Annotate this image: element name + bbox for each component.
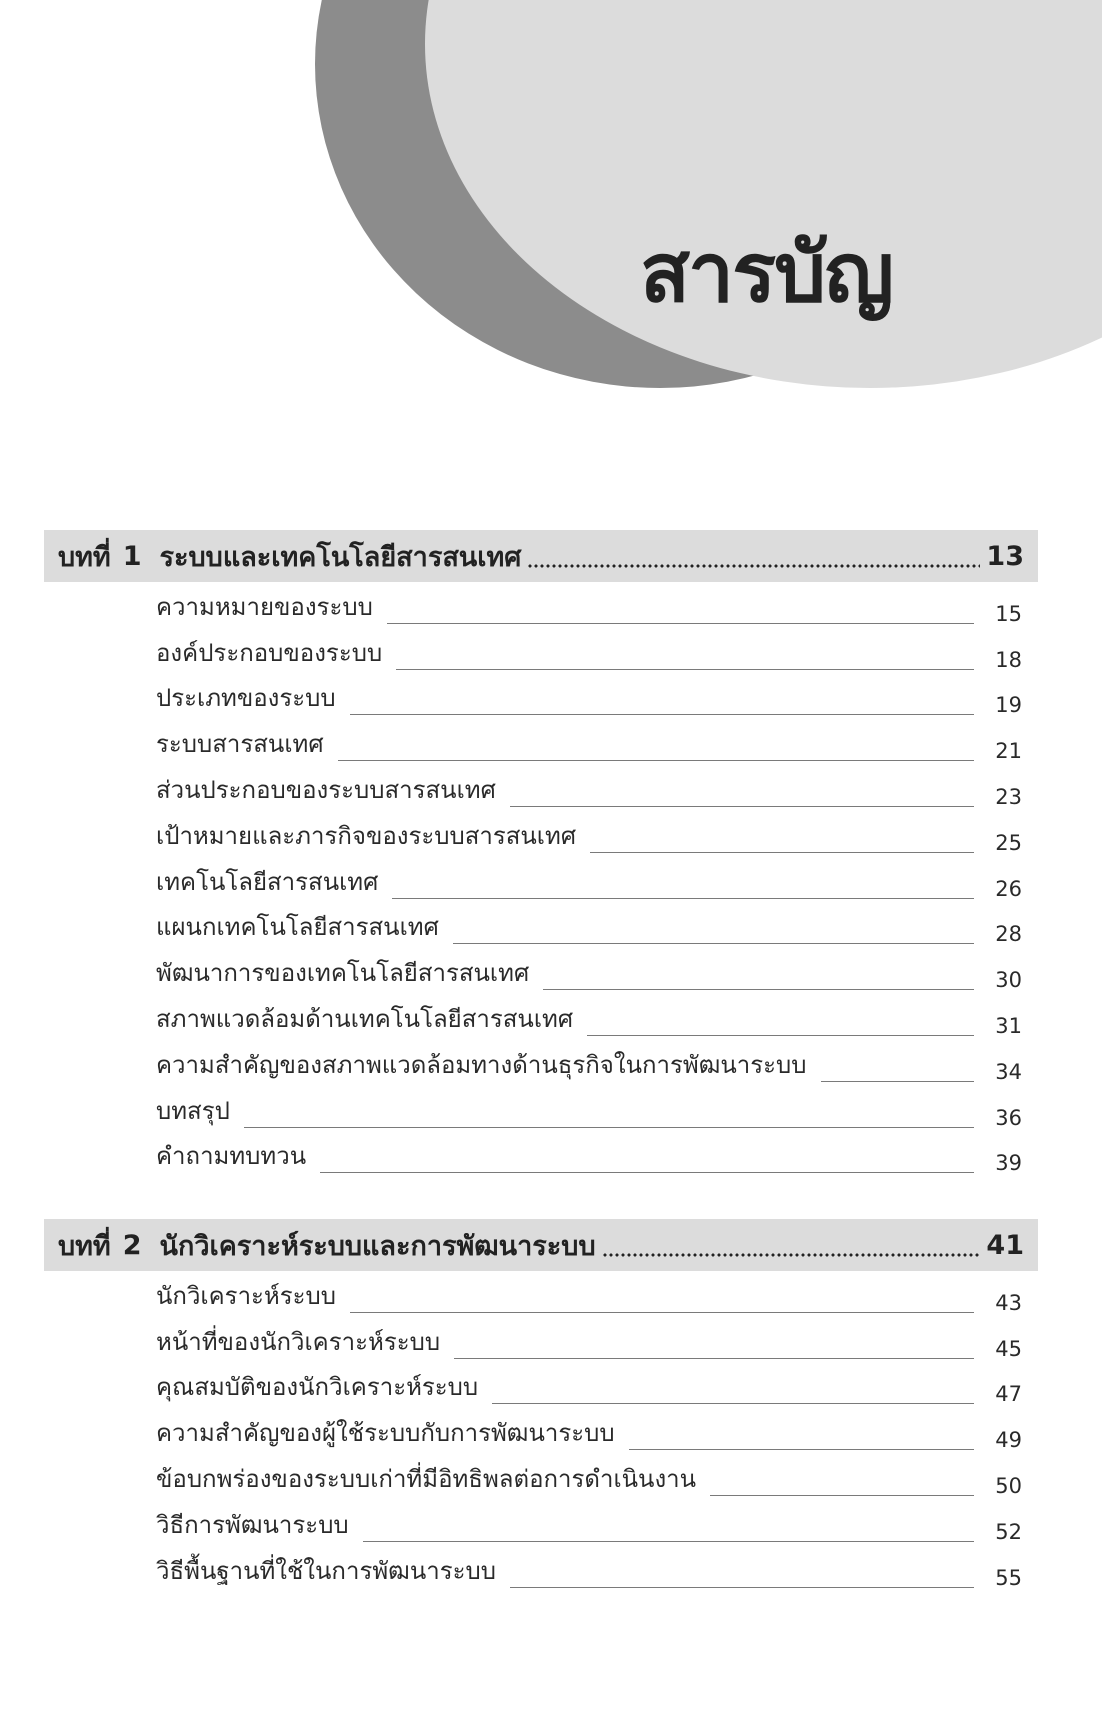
toc-entry[interactable] [44,1502,1038,1548]
chapter-2-header[interactable] [44,1219,1038,1271]
toc-entry-title: วิธีพื้นฐานที่ใช้ในการพัฒนาระบบ [156,1557,496,1585]
toc-entry-title: วิธีการพัฒนาระบบ [156,1511,349,1539]
toc-leader-line [510,1586,974,1588]
toc-entry-title: บทสรุป [156,1097,230,1125]
chapter-label: บทที่ [58,541,111,573]
toc-entry-page-number: 52 [995,1519,1022,1544]
toc-entry-page-number: 55 [995,1565,1022,1590]
chapter-title: ระบบและเทคโนโลยีสารสนเทศ [159,541,522,573]
toc-entry-page-number: 34 [995,1059,1022,1084]
chapter-2-entries [44,1271,1038,1594]
toc-leader-line [338,759,974,761]
toc-entry-title: ความสำคัญของผู้ใช้ระบบกับการพัฒนาระบบ [156,1420,615,1448]
toc-leader-line [587,1034,974,1036]
page-title: สารบัญ [640,225,893,321]
toc-entry-page-number: 21 [995,739,1022,764]
toc-entry[interactable] [44,721,1038,767]
toc-leader-line [363,1540,974,1542]
toc-entry[interactable] [44,1134,1038,1180]
toc-leader-line [510,805,974,807]
toc-entry[interactable] [44,950,1038,996]
toc-entry-page-number: 26 [995,876,1022,901]
toc-entry-page-number: 45 [995,1336,1022,1361]
toc-entry-page-number: 47 [995,1382,1022,1407]
chapter-1 [44,530,1038,1179]
toc-entry-page-number: 15 [995,601,1022,626]
toc-leader-line [244,1126,974,1128]
toc-leader-line [350,713,974,715]
toc-leader-line [629,1448,974,1450]
toc-entry-title: พัฒนาการของเทคโนโลยีสารสนเทศ [156,960,530,988]
toc-leader-line [821,1080,974,1082]
chapter-number: 1 [122,540,142,572]
toc-entry-page-number: 18 [995,647,1022,672]
dot-leader [602,1242,981,1258]
toc-entry-title: สภาพแวดล้อมด้านเทคโนโลยีสารสนเทศ [156,1005,574,1033]
toc-leader-line [590,851,974,853]
toc-entry-page-number: 39 [995,1151,1022,1176]
toc-entry-title: คำถามทบทวน [156,1143,307,1171]
toc-entry[interactable] [44,859,1038,905]
toc-entry[interactable] [44,996,1038,1042]
toc-entry[interactable] [44,1456,1038,1502]
toc-entry-page-number: 50 [995,1473,1022,1498]
toc-entry-title: องค์ประกอบของระบบ [156,639,383,667]
toc-entry-title: ความสำคัญของสภาพแวดล้อมทางด้านธุรกิจในการพัฒนาระบบ [156,1051,807,1079]
toc-entry[interactable] [44,1548,1038,1594]
chapter-2 [44,1219,1038,1594]
toc-leader-line [387,622,974,624]
toc-entry-title: ระบบสารสนเทศ [156,731,324,759]
toc-entry-page-number: 19 [995,693,1022,718]
toc-entry[interactable] [44,630,1038,676]
toc-entry-page-number: 31 [995,1013,1022,1038]
chapter-label: บทที่ [58,1230,111,1262]
chapter-1-header[interactable] [44,530,1038,582]
toc-entry-title: นักวิเคราะห์ระบบ [156,1282,336,1310]
toc-entry-page-number: 25 [995,830,1022,855]
toc-entry-title: คุณสมบัติของนักวิเคราะห์ระบบ [156,1374,479,1402]
toc-entry-title: ส่วนประกอบของระบบสารสนเทศ [156,776,496,804]
toc-leader-line [710,1494,974,1496]
toc-entry[interactable] [44,584,1038,630]
toc-leader-line [350,1311,974,1313]
toc-leader-line [492,1402,974,1404]
toc-entry-page-number: 36 [995,1105,1022,1130]
toc-entry-title: หน้าที่ของนักวิเคราะห์ระบบ [156,1328,441,1356]
toc-entry-title: แผนกเทคโนโลยีสารสนเทศ [156,914,439,942]
toc-leader-line [320,1171,974,1173]
toc-entry[interactable] [44,676,1038,722]
toc-entry[interactable] [44,1273,1038,1319]
toc-entry[interactable] [44,1365,1038,1411]
chapter-1-entries [44,582,1038,1179]
toc-entry[interactable] [44,1319,1038,1365]
toc-entry-title: ประเภทของระบบ [156,685,336,713]
chapter-page-number: 13 [986,540,1024,572]
toc-entry-page-number: 43 [995,1290,1022,1315]
toc-entry[interactable] [44,1042,1038,1088]
toc-entry[interactable] [44,1088,1038,1134]
toc-entry-title: ข้อบกพร่องของระบบเก่าที่มีอิทธิพลต่อการดำเนินงาน [156,1465,697,1493]
toc-entry[interactable] [44,813,1038,859]
toc-entry[interactable] [44,905,1038,951]
chapter-number: 2 [122,1229,142,1261]
toc-entry-title: ความหมายของระบบ [156,593,373,621]
toc-entry-page-number: 49 [995,1428,1022,1453]
toc-leader-line [392,897,974,899]
toc-entry-page-number: 23 [995,784,1022,809]
toc-leader-line [453,942,974,944]
toc-leader-line [454,1357,974,1359]
toc-entry[interactable] [44,767,1038,813]
toc-entry-page-number: 30 [995,968,1022,993]
toc-entry-page-number: 28 [995,922,1022,947]
chapter-page-number: 41 [986,1229,1024,1261]
toc-entry-title: เป้าหมายและภารกิจของระบบสารสนเทศ [156,822,577,850]
toc-leader-line [396,668,974,670]
chapter-title: นักวิเคราะห์ระบบและการพัฒนาระบบ [159,1230,596,1262]
toc-entry[interactable] [44,1410,1038,1456]
toc-leader-line [543,988,974,990]
dot-leader [527,553,980,569]
toc-entry-title: เทคโนโลยีสารสนเทศ [156,868,379,896]
